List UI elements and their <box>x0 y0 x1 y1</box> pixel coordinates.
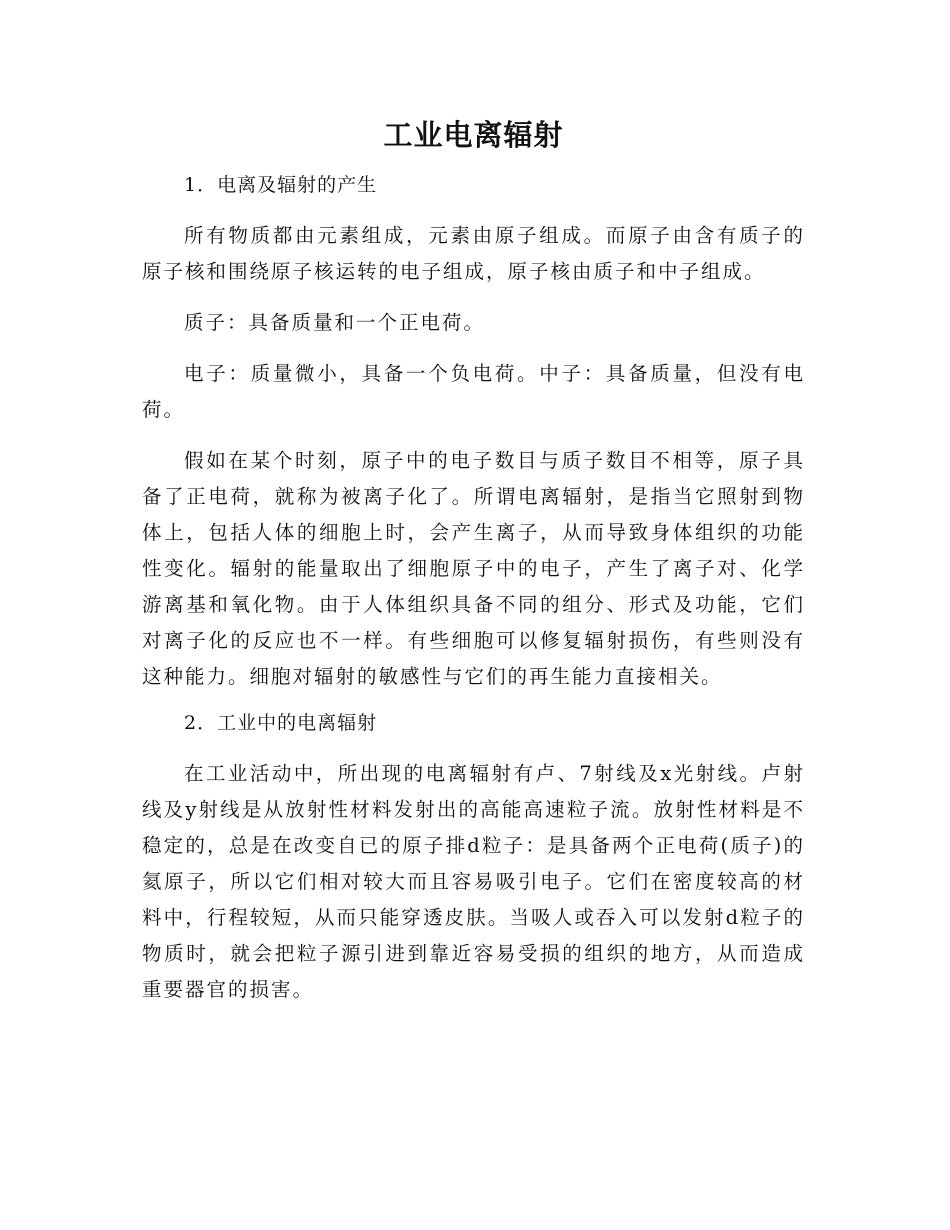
paragraph-ionization: 假如在某个时刻，原子中的电子数目与质子数目不相等，原子具备了正电荷，就称为被离子化了。所谓电离辐射，是指当它照射到物体上，包括人体的细胞上时，会产生离子，从而导致身体组织的功能性变化。辐射的能量取出了细胞原子中的电子，产生了离子对、化学游离基和氧化物。由于人体组织具备不同的组分、形式及功能，它们对离子化的反应也不一样。有些细胞可以修复辐射损伤，有些则没有这种能力。细胞对辐射的敏感性与它们的再生能力直接相关。 <box>142 449 805 688</box>
document-title: 工业电离辐射 <box>383 118 564 152</box>
section-heading-2: 2．工业中的电离辐射 <box>184 712 378 734</box>
paragraph-industrial-radiation: 在工业活动中，所出现的电离辐射有卢、7射线及x光射线。卢射线及y射线是从放射性材料发射出的高能高速粒子流。放射性材料是不稳定的，总是在改变自已的原子排d粒子：是具备两个正电荷(质子)的氦原子，所以它们相对较大而且容易吸引电子。它们在密度较高的材料中，行程较短，从而只能穿透皮肤。当吸人或吞入可以发射d粒子的物质时，就会把粒子源引进到靠近容易受损的组织的地方，从而造成重要器官的损害。 <box>142 762 805 1001</box>
paragraph-proton: 质子：具备质量和一个正电荷。 <box>184 311 486 334</box>
section-heading-1: 1．电离及辐射的产生 <box>184 174 378 196</box>
paragraph-electron-neutron: 电子：质量微小，具备一个负电荷。中子：具备质量，但没有电荷。 <box>142 362 805 421</box>
paragraph-atoms: 所有物质都由元素组成，元素由原子组成。而原子由含有质子的原子核和围绕原子核运转的电子组成，原子核由质子和中子组成。 <box>142 224 805 283</box>
